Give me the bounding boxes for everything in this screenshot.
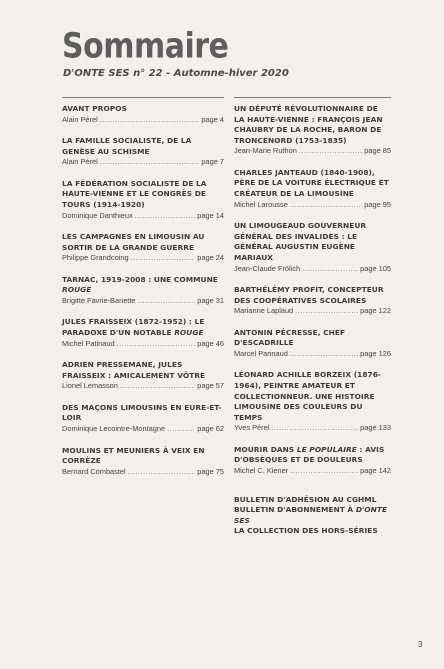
- entry-title-text: JULES FRAISSEIX (1872-1952) : LE PARADOXE D'UN NOTABLE: [62, 317, 205, 338]
- toc-entry[interactable]: [234, 285, 391, 317]
- entry-page: page 122: [360, 306, 391, 316]
- entry-title: LÉONARD ACHILLE BORZEIX (1876-1964), PEINTRE AMATEUR ET COLLECTIONNEUR. UNE HISTOIRE LIMOUSINE DES COULEURS DU TEMPS: [234, 370, 382, 422]
- entry-line: [62, 296, 224, 307]
- leader-dots: [295, 306, 358, 317]
- entry-author: Jean-Claude Frölich: [234, 263, 301, 273]
- entry-author: Bernard Combastel: [62, 466, 126, 476]
- entry-page: page 85: [364, 146, 391, 156]
- leader-dots: [290, 466, 358, 477]
- entry-title-text: TARNAC, 1919-2008 : UNE COMMUNE: [62, 274, 218, 284]
- toc-entry[interactable]: [62, 179, 224, 221]
- entry-title-italic: ROUGE: [174, 328, 204, 338]
- toc-left-column: [62, 104, 224, 488]
- entry-author: Brigitte Favrie-Banette: [62, 295, 136, 305]
- toc-entry[interactable]: [62, 136, 224, 168]
- entry-title: DES MAÇONS LIMOUSINS EN EURE-ET-LOIR: [62, 402, 222, 423]
- bulletin-abonnement-text: BULLETIN D'ABONNEMENT À: [234, 505, 356, 515]
- entry-author: Dominique Danthieux: [62, 210, 133, 220]
- leader-dots: [131, 253, 196, 264]
- entry-title: LA FÉDÉRATION SOCIALISTE DE LA HAUTE-VIENNE ET LE CONGRÈS DE TOURS (1914-1920): [62, 178, 207, 209]
- entry-line: [234, 349, 391, 360]
- entry-page: page 24: [197, 253, 224, 263]
- entry-line: [62, 381, 224, 392]
- entry-title: AVANT PROPOS: [62, 104, 127, 113]
- toc-entry[interactable]: [62, 232, 224, 264]
- toc-entry[interactable]: [234, 370, 391, 433]
- leader-dots: [290, 200, 362, 211]
- entry-title: [62, 317, 224, 338]
- entry-page: page 14: [197, 210, 224, 220]
- entry-page: page 4: [201, 114, 224, 124]
- bulletin-abonnement: [234, 505, 391, 526]
- leader-dots: [290, 349, 358, 360]
- journal-name: D'ONTE SES: [63, 68, 130, 79]
- entry-page: page 31: [197, 295, 224, 305]
- entry-line: [62, 115, 224, 126]
- entry-page: page 126: [360, 348, 391, 358]
- entry-line: [234, 306, 391, 317]
- toc-right-column: [234, 104, 391, 548]
- entry-line: [234, 466, 391, 477]
- entry-author: Marianne Laplaud: [234, 306, 294, 316]
- bulletin-block: [234, 495, 391, 537]
- entry-title-text: : AVIS D'OBSÈQUES ET DE DOULEURS: [234, 444, 385, 465]
- leader-dots: [100, 157, 200, 168]
- bulletin-journal-name: D'ONTE SES: [234, 505, 388, 525]
- right-divider: [234, 97, 391, 98]
- entry-page: page 133: [360, 423, 391, 433]
- entry-page: page 7: [201, 157, 224, 167]
- entry-title-italic: ROUGE: [62, 285, 92, 295]
- entry-title-text: MOURIR DANS: [234, 444, 297, 454]
- issue-subtitle: [63, 68, 289, 79]
- bulletin-adhesion: BULLETIN D'ADHÉSION AU CGHML: [234, 494, 377, 504]
- entry-author: Marcel Parinaud: [234, 348, 288, 358]
- leader-dots: [299, 146, 362, 157]
- leader-dots: [302, 264, 358, 275]
- entry-line: [62, 424, 224, 435]
- collection-hors-series: LA COLLECTION DES HORS-SÉRIES: [234, 526, 378, 536]
- entry-page: page 75: [197, 466, 224, 476]
- leader-dots: [138, 296, 196, 307]
- toc-entry[interactable]: [62, 360, 224, 392]
- leader-dots: [135, 211, 196, 222]
- entry-title: CHARLES JANTEAUD (1840-1908), PÈRE DE LA VOITURE ÉLECTRIQUE ET CRÉATEUR DE LA LIMOUSINE: [234, 167, 389, 199]
- toc-entry[interactable]: [62, 446, 224, 478]
- entry-title-italic: LE POPULAIRE: [296, 444, 357, 454]
- leader-dots: [117, 339, 196, 350]
- entry-line: [62, 211, 224, 222]
- entry-line: [62, 339, 224, 350]
- entry-title: MOULINS ET MEUNIERS À VEIX EN CORRÈZE: [62, 445, 205, 466]
- entry-title: UN LIMOUGEAUD GOUVERNEUR GÉNÉRAL DES INVALIDES : LE GÉNÉRAL AUGUSTIN EUGÈNE MARIAUX: [234, 221, 367, 262]
- entry-author: Michel Patinaud: [62, 338, 115, 348]
- entry-line: [234, 200, 391, 211]
- entry-page: page 105: [360, 263, 391, 273]
- entry-author: Lionel Lemasson: [62, 381, 118, 391]
- entry-page: page 142: [360, 466, 391, 476]
- entry-title: LA FAMILLE SOCIALISTE, DE LA GENÈSE AU SCHISME: [62, 136, 192, 156]
- entry-page: page 95: [364, 199, 391, 209]
- entry-title: UN DÉPUTÉ RÉVOLUTIONNAIRE DE LA HAUTE-VIENNE : FRANÇOIS JEAN CHAUBRY DE LA ROCHE, BARON DE TRONCENORD (1753-1835): [234, 104, 383, 145]
- entry-title: LES CAMPAGNES EN LIMOUSIN AU SORTIR DE LA GRANDE GUERRE: [62, 232, 205, 252]
- entry-line: [234, 423, 391, 434]
- left-divider: [62, 97, 224, 98]
- toc-entry[interactable]: [62, 275, 224, 307]
- toc-entry[interactable]: [62, 403, 224, 435]
- entry-author: Michel C. Kiener: [234, 466, 289, 476]
- leader-dots: [128, 467, 196, 478]
- entry-page: page 57: [197, 381, 224, 391]
- leader-dots: [271, 423, 358, 434]
- issue-info: n° 22 - Automne-hiver 2020: [129, 68, 289, 79]
- page-title: Sommaire: [62, 26, 229, 67]
- entry-author: Yves Pérel: [234, 423, 270, 433]
- entry-author: Alain Pérel: [62, 114, 98, 124]
- entry-title: [62, 275, 224, 296]
- toc-entry[interactable]: [234, 445, 391, 477]
- entry-line: [62, 467, 224, 478]
- entry-page: page 62: [197, 424, 224, 433]
- entry-title: BARTHÉLÉMY PROFIT, CONCEPTEUR DES COOPÉRATIVES SCOLAIRES: [234, 285, 384, 305]
- entry-title: [234, 445, 391, 466]
- entry-author: Jean-Marie Ruthon: [234, 146, 297, 156]
- entry-author: Philippe Grandcoing: [62, 253, 129, 263]
- leader-dots: [120, 381, 195, 392]
- entry-title: ADRIEN PRESSEMANE, JULES FRAISSEIX : AMICALEMENT VÔTRE: [62, 360, 206, 380]
- toc-entry[interactable]: [234, 168, 391, 210]
- toc-entry[interactable]: [234, 104, 391, 157]
- leader-dots: [167, 424, 195, 435]
- entry-author: Dominique Lecointre-Montagne: [62, 424, 166, 433]
- toc-entry[interactable]: [62, 104, 224, 125]
- toc-entry[interactable]: [234, 221, 391, 274]
- entry-author: Alain Pérel: [62, 157, 98, 167]
- entry-page: page 46: [197, 338, 224, 348]
- leader-dots: [100, 115, 200, 126]
- entry-line: [62, 157, 224, 168]
- entry-title: ANTONIN PÉCRESSE, CHEF D'ESCADRILLE: [234, 327, 346, 348]
- toc-entry[interactable]: [62, 317, 224, 349]
- toc-entry[interactable]: [234, 328, 391, 360]
- entry-line: [234, 146, 391, 157]
- entry-line: [234, 264, 391, 275]
- entry-author: Michel Larousse: [234, 199, 288, 209]
- entry-line: [62, 253, 224, 264]
- page-number: 3: [418, 640, 423, 649]
